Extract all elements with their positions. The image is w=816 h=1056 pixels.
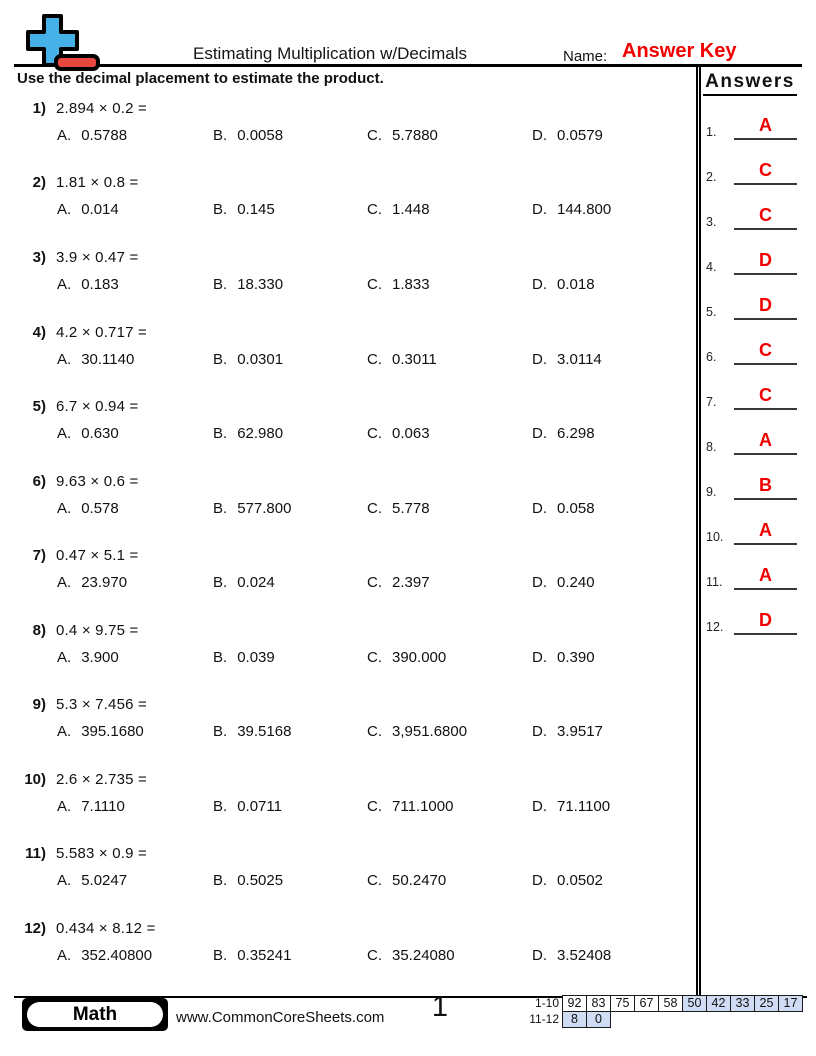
choice-b: [213, 723, 291, 740]
choice-d: [532, 947, 611, 964]
choice-value: 390.000: [392, 649, 447, 666]
choice-value: 0.063: [392, 425, 430, 442]
choice-a: [57, 798, 125, 815]
score-cell: 17: [778, 995, 803, 1012]
choice-label: B.: [213, 351, 228, 368]
problem-equation: 9.63 × 0.6 =: [56, 473, 139, 490]
choice-d: [532, 574, 595, 591]
answer-number: 9.: [706, 485, 717, 499]
answer-letter: D: [759, 295, 772, 315]
choice-a: [57, 872, 127, 889]
choice-label: D.: [532, 947, 547, 964]
instruction-text: Use the decimal placement to estimate the product.: [17, 70, 384, 87]
choices-row: [0, 500, 696, 520]
choice-value: 5.0247: [81, 872, 128, 889]
score-row-label: 11-12: [529, 1012, 559, 1026]
choice-d: [532, 201, 611, 218]
choice-label: B.: [213, 127, 228, 144]
answer-letter: A: [759, 565, 772, 585]
answer-number: 4.: [706, 260, 717, 274]
problem-1: [0, 100, 696, 160]
choice-value: 71.1100: [557, 798, 611, 815]
choice-label: C.: [367, 872, 382, 889]
problem-equation: 0.47 × 5.1 =: [56, 547, 139, 564]
choice-value: 0.5788: [81, 127, 128, 144]
choice-value: 6.298: [557, 425, 595, 442]
choice-value: 3.900: [81, 649, 119, 666]
choice-label: B.: [213, 425, 228, 442]
problem-number: 9): [32, 696, 46, 713]
choice-label: C.: [367, 649, 382, 666]
choices-row: [0, 276, 696, 296]
choice-label: C.: [367, 351, 382, 368]
answer-key-text: Answer Key: [622, 40, 737, 62]
choice-d: [532, 723, 603, 740]
choice-value: 3.9517: [557, 723, 603, 740]
choice-d: [532, 500, 595, 517]
choice-value: 0.183: [81, 276, 119, 293]
answer-row: [701, 292, 816, 320]
problem-number: 7): [32, 547, 46, 564]
choice-value: 2.397: [392, 574, 430, 591]
choices-row: [0, 574, 696, 594]
plus-minus-logo-icon: [14, 12, 104, 76]
choice-label: B.: [213, 723, 228, 740]
problem-3: [0, 249, 696, 309]
math-brand-badge: [22, 998, 168, 1031]
score-table: [518, 995, 803, 1028]
choice-value: 0.578: [81, 500, 119, 517]
answer-letter: C: [759, 160, 772, 180]
choice-label: D.: [532, 201, 547, 218]
choices-row: [0, 201, 696, 221]
choice-a: [57, 351, 134, 368]
choice-value: 1.448: [392, 201, 430, 218]
choice-label: D.: [532, 276, 547, 293]
choice-label: D.: [532, 500, 547, 517]
answer-letter: C: [759, 385, 772, 405]
answer-letter: B: [759, 475, 772, 495]
choice-a: [57, 947, 152, 964]
choices-row: [0, 872, 696, 892]
choice-label: D.: [532, 425, 547, 442]
answer-number: 1.: [706, 125, 717, 139]
answer-number: 8.: [706, 440, 717, 454]
choices-row: [0, 127, 696, 147]
score-cell: 33: [730, 995, 755, 1012]
choice-value: 0.35241: [237, 947, 292, 964]
problem-6: [0, 473, 696, 533]
answer-letter: A: [759, 115, 772, 135]
choice-label: B.: [213, 872, 228, 889]
page-number: 1: [431, 991, 449, 1023]
answer-blank: [734, 382, 797, 410]
problem-equation: 6.7 × 0.94 =: [56, 398, 139, 415]
choice-value: 0.5025: [237, 872, 284, 889]
choice-value: 23.970: [81, 574, 128, 591]
score-cell: 67: [634, 995, 659, 1012]
problem-equation: 0.4 × 9.75 =: [56, 622, 139, 639]
problem-equation: 5.583 × 0.9 =: [56, 845, 148, 862]
score-cell: 8: [562, 1011, 587, 1028]
score-row-11-12: [518, 1011, 803, 1028]
choice-value: 0.3011: [392, 351, 437, 368]
score-cell: 92: [562, 995, 587, 1012]
answer-letter: A: [759, 520, 772, 540]
choice-label: A.: [57, 276, 72, 293]
choice-b: [213, 500, 291, 517]
answer-blank: [734, 337, 797, 365]
choices-row: [0, 798, 696, 818]
problem-equation: 5.3 × 7.456 =: [56, 696, 148, 713]
choice-d: [532, 649, 595, 666]
choice-value: 0.0711: [237, 798, 282, 815]
choice-c: [367, 201, 430, 218]
problem-11: [0, 845, 696, 905]
choices-row: [0, 723, 696, 743]
choice-b: [213, 574, 275, 591]
choice-label: A.: [57, 127, 72, 144]
choice-label: B.: [213, 500, 228, 517]
choice-value: 395.1680: [81, 723, 144, 740]
choice-value: 50.2470: [392, 872, 447, 889]
choice-a: [57, 723, 144, 740]
choice-label: C.: [367, 425, 382, 442]
answer-row: [701, 517, 816, 545]
choice-value: 0.0502: [557, 872, 603, 889]
problem-number: 6): [32, 473, 46, 490]
choice-label: D.: [532, 798, 547, 815]
choice-c: [367, 127, 438, 144]
choice-value: 30.1140: [81, 351, 135, 368]
choice-value: 62.980: [237, 425, 284, 442]
choice-a: [57, 201, 119, 218]
choice-label: B.: [213, 798, 228, 815]
answer-letter: D: [759, 610, 772, 630]
choice-value: 0.024: [237, 574, 275, 591]
page-title: Estimating Multiplication w/Decimals: [193, 44, 467, 63]
choice-label: D.: [532, 574, 547, 591]
score-cell: 50: [682, 995, 707, 1012]
score-cell: 25: [754, 995, 779, 1012]
choice-c: [367, 649, 446, 666]
choice-label: A.: [57, 500, 72, 517]
problem-10: [0, 771, 696, 831]
choice-d: [532, 276, 595, 293]
problem-number: 12): [24, 920, 46, 937]
choice-b: [213, 127, 283, 144]
choice-c: [367, 574, 430, 591]
problem-equation: 2.894 × 0.2 =: [56, 100, 148, 117]
answer-blank: [734, 562, 797, 590]
problem-9: [0, 696, 696, 756]
choice-label: D.: [532, 872, 547, 889]
answer-blank: [734, 607, 797, 635]
answer-row: [701, 607, 816, 635]
choice-d: [532, 798, 610, 815]
choice-value: 5.7880: [392, 127, 438, 144]
choice-label: B.: [213, 201, 228, 218]
choice-label: A.: [57, 574, 72, 591]
problem-number: 4): [32, 324, 46, 341]
choice-label: A.: [57, 201, 72, 218]
website-url: www.CommonCoreSheets.com: [176, 1009, 385, 1026]
problems-list: [0, 100, 696, 990]
choice-value: 7.1110: [81, 798, 125, 815]
score-cell: 0: [586, 1011, 611, 1028]
choice-value: 0.145: [237, 201, 275, 218]
choice-b: [213, 425, 283, 442]
choice-a: [57, 500, 119, 517]
answer-number: 7.: [706, 395, 717, 409]
math-brand-label: Math: [27, 1002, 163, 1027]
choice-label: A.: [57, 425, 72, 442]
choice-value: 0.0058: [237, 127, 284, 144]
choice-c: [367, 872, 446, 889]
choice-value: 0.240: [557, 574, 595, 591]
choice-label: D.: [532, 723, 547, 740]
answer-number: 3.: [706, 215, 717, 229]
choice-label: B.: [213, 276, 228, 293]
choice-a: [57, 127, 127, 144]
problem-12: [0, 920, 696, 980]
problem-2: [0, 174, 696, 234]
choice-a: [57, 425, 119, 442]
choice-d: [532, 351, 602, 368]
choice-label: B.: [213, 649, 228, 666]
problem-number: 3): [32, 249, 46, 266]
choice-label: C.: [367, 500, 382, 517]
choice-c: [367, 276, 430, 293]
problem-5: [0, 398, 696, 458]
answer-number: 10.: [706, 530, 724, 544]
choice-value: 711.1000: [392, 798, 454, 815]
choice-value: 39.5168: [237, 723, 292, 740]
answer-number: 12.: [706, 620, 724, 634]
choice-label: A.: [57, 649, 72, 666]
choice-label: A.: [57, 798, 72, 815]
problem-number: 2): [32, 174, 46, 191]
answers-panel-title: Answers: [703, 71, 797, 96]
header-divider: [14, 64, 802, 67]
answer-row: [701, 427, 816, 455]
choice-value: 0.390: [557, 649, 595, 666]
choice-label: C.: [367, 723, 382, 740]
choice-value: 0.0579: [557, 127, 603, 144]
choice-c: [367, 947, 455, 964]
score-cell: 42: [706, 995, 731, 1012]
choice-d: [532, 425, 595, 442]
choice-c: [367, 798, 453, 815]
problem-number: 10): [24, 771, 46, 788]
answer-blank: [734, 427, 797, 455]
answer-blank: [734, 112, 797, 140]
problem-number: 8): [32, 622, 46, 639]
choice-value: 0.058: [557, 500, 595, 517]
choices-row: [0, 425, 696, 445]
choice-value: 3.52408: [557, 947, 612, 964]
answer-number: 11.: [706, 575, 723, 589]
choice-b: [213, 201, 275, 218]
problem-8: [0, 622, 696, 682]
problem-equation: 0.434 × 8.12 =: [56, 920, 156, 937]
score-cell: 75: [610, 995, 635, 1012]
answer-letter: A: [759, 430, 772, 450]
choice-label: D.: [532, 351, 547, 368]
answer-number: 5.: [706, 305, 717, 319]
problem-number: 5): [32, 398, 46, 415]
answer-blank: [734, 202, 797, 230]
choice-label: C.: [367, 947, 382, 964]
answer-row: [701, 157, 816, 185]
choice-a: [57, 649, 119, 666]
choice-value: 0.630: [81, 425, 119, 442]
choice-value: 0.018: [557, 276, 595, 293]
choice-b: [213, 351, 283, 368]
problem-equation: 1.81 × 0.8 =: [56, 174, 139, 191]
answer-letter: D: [759, 250, 772, 270]
choice-label: D.: [532, 127, 547, 144]
choice-label: A.: [57, 872, 72, 889]
choice-label: A.: [57, 723, 72, 740]
problem-7: [0, 547, 696, 607]
choice-label: C.: [367, 798, 382, 815]
choice-value: 144.800: [557, 201, 612, 218]
answer-blank: [734, 292, 797, 320]
choice-label: C.: [367, 574, 382, 591]
choice-c: [367, 351, 437, 368]
choice-label: A.: [57, 351, 72, 368]
choice-label: C.: [367, 276, 382, 293]
choice-value: 3.0114: [557, 351, 602, 368]
answer-blank: [734, 157, 797, 185]
choice-label: A.: [57, 947, 72, 964]
answer-row: [701, 247, 816, 275]
choices-row: [0, 649, 696, 669]
problem-4: [0, 324, 696, 384]
choice-b: [213, 947, 291, 964]
choice-label: C.: [367, 201, 382, 218]
choice-b: [213, 649, 275, 666]
choice-c: [367, 500, 430, 517]
problem-equation: 2.6 × 2.735 =: [56, 771, 148, 788]
answer-blank: [734, 517, 797, 545]
choice-label: C.: [367, 127, 382, 144]
answer-row: [701, 337, 816, 365]
name-label: Name:: [563, 48, 608, 65]
choice-label: B.: [213, 574, 228, 591]
problem-number: 11): [25, 845, 46, 862]
choice-b: [213, 872, 283, 889]
choice-value: 35.24080: [392, 947, 455, 964]
answer-row: [701, 472, 816, 500]
problem-equation: 4.2 × 0.717 =: [56, 324, 148, 341]
choice-value: 18.330: [237, 276, 284, 293]
answer-number: 6.: [706, 350, 717, 364]
choice-d: [532, 872, 603, 889]
answers-panel: [701, 68, 816, 996]
choice-label: D.: [532, 649, 547, 666]
answer-row: [701, 562, 816, 590]
answer-row: [701, 112, 816, 140]
problem-equation: 3.9 × 0.47 =: [56, 249, 139, 266]
choice-value: 0.039: [237, 649, 275, 666]
choice-value: 0.0301: [237, 351, 284, 368]
choice-a: [57, 276, 119, 293]
answer-number: 2.: [706, 170, 717, 184]
choice-value: 352.40800: [81, 947, 153, 964]
choice-value: 577.800: [237, 500, 292, 517]
score-row-1-10: [518, 995, 803, 1012]
choice-b: [213, 276, 283, 293]
answer-blank: [734, 247, 797, 275]
score-cell: 83: [586, 995, 611, 1012]
answer-row: [701, 202, 816, 230]
choice-d: [532, 127, 603, 144]
choice-value: 0.014: [81, 201, 119, 218]
choice-value: 5.778: [392, 500, 430, 517]
choice-value: 1.833: [392, 276, 430, 293]
choice-c: [367, 723, 467, 740]
score-row-label: 1-10: [534, 996, 559, 1010]
choice-value: 3,951.6800: [392, 723, 468, 740]
choices-row: [0, 351, 696, 371]
choice-a: [57, 574, 127, 591]
choice-b: [213, 798, 282, 815]
choice-c: [367, 425, 430, 442]
choices-row: [0, 947, 696, 967]
answer-blank: [734, 472, 797, 500]
answer-letter: C: [759, 205, 772, 225]
answer-row: [701, 382, 816, 410]
problem-number: 1): [32, 100, 46, 117]
answer-letter: C: [759, 340, 772, 360]
score-cell: 58: [658, 995, 683, 1012]
choice-label: B.: [213, 947, 228, 964]
